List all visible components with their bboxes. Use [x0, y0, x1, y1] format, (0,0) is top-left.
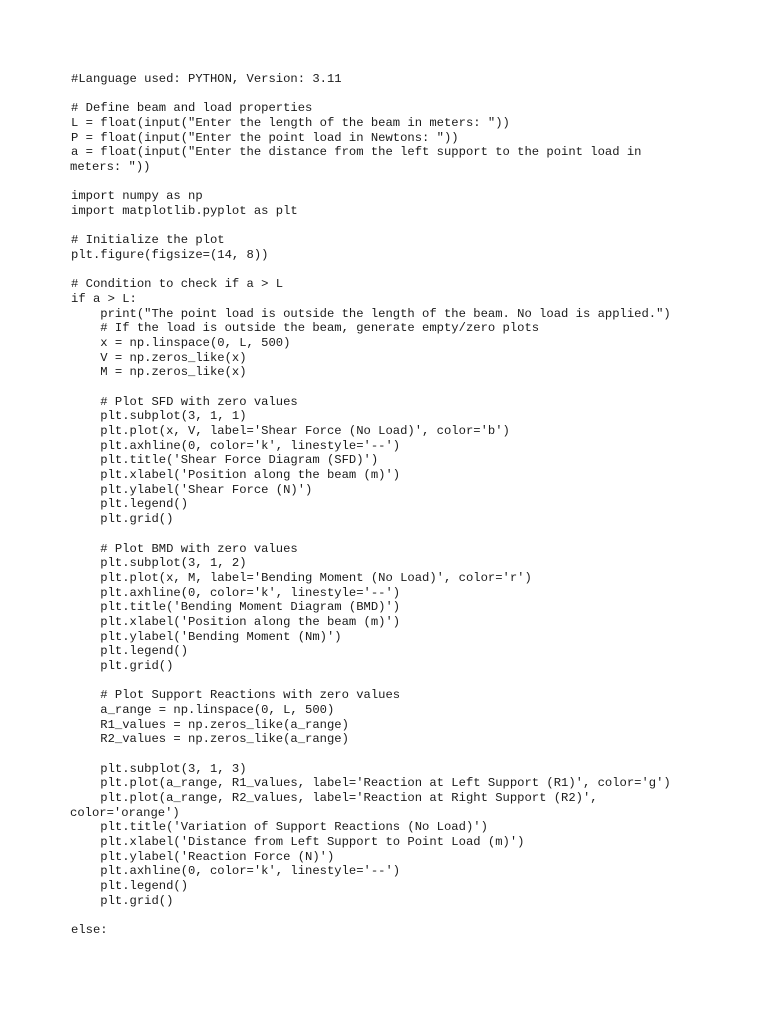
code-line: x = np.linspace(0, L, 500) — [71, 336, 291, 351]
code-line: plt.xlabel('Distance from Left Support to Point Load (m)') — [71, 834, 525, 849]
code-line: R2_values = np.zeros_like(a_range) — [71, 732, 349, 747]
code-line: L = float(input("Enter the length of the beam in meters: ")) — [71, 116, 510, 131]
code-line: # Plot Support Reactions with zero values — [71, 688, 401, 703]
code-line: plt.subplot(3, 1, 2) — [71, 556, 247, 571]
code-line: else: — [71, 922, 108, 937]
code-line: #Language used: PYTHON, Version: 3.11 — [71, 72, 342, 86]
blank-line — [71, 87, 701, 102]
blank-line — [71, 175, 701, 190]
blank-line — [71, 674, 701, 689]
blank-line — [71, 908, 701, 923]
blank-line — [71, 747, 701, 762]
code-line: # Define beam and load properties — [71, 101, 313, 116]
blank-line — [71, 527, 701, 542]
code-line: V = np.zeros_like(x) — [71, 350, 247, 365]
code-line: plt.axhline(0, color='k', linestyle='--') — [71, 864, 401, 879]
code-line: plt.title('Variation of Support Reactions (No Load)') — [71, 820, 488, 835]
code-line: plt.axhline(0, color='k', linestyle='--') — [71, 438, 401, 453]
code-line: plt.subplot(3, 1, 3) — [71, 761, 247, 776]
code-line: # Plot BMD with zero values — [71, 541, 298, 556]
blank-line — [71, 219, 701, 234]
code-line: P = float(input("Enter the point load in Newtons: ")) — [71, 130, 459, 145]
code-line: plt.xlabel('Position along the beam (m)') — [71, 614, 401, 629]
code-line: import numpy as np — [71, 189, 203, 204]
code-line: plt.legend() — [71, 497, 189, 512]
code-line: plt.ylabel('Bending Moment (Nm)') — [71, 629, 342, 644]
code-line: plt.title('Bending Moment Diagram (BMD)') — [71, 600, 401, 615]
code-line: plt.grid() — [71, 658, 174, 673]
code-line: plt.plot(x, M, label='Bending Moment (No Load)', color='r') — [71, 570, 532, 585]
code-line: a_range = np.linspace(0, L, 500) — [71, 702, 335, 717]
code-line: plt.title('Shear Force Diagram (SFD)') — [71, 453, 379, 468]
code-line: color='orange') — [70, 805, 180, 820]
code-line: plt.grid() — [71, 893, 174, 908]
code-line: plt.plot(a_range, R1_values, label='Reaction at Left Support (R1)', color='g') — [71, 776, 671, 791]
code-line: if a > L: — [71, 292, 137, 307]
code-line: plt.legend() — [71, 878, 189, 893]
code-line: R1_values = np.zeros_like(a_range) — [71, 717, 349, 732]
code-line: plt.plot(x, V, label='Shear Force (No Load)', color='b') — [71, 424, 510, 439]
code-line: M = np.zeros_like(x) — [71, 365, 247, 380]
code-listing — [71, 72, 701, 938]
code-line: plt.plot(a_range, R2_values, label='Reaction at Right Support (R2)', — [71, 790, 598, 805]
code-line: plt.grid() — [71, 512, 174, 527]
code-line: a = float(input("Enter the distance from the left support to the point load in — [71, 145, 642, 160]
code-line: plt.subplot(3, 1, 1) — [71, 409, 247, 424]
code-line: plt.xlabel('Position along the beam (m)') — [71, 468, 401, 483]
code-line: plt.ylabel('Reaction Force (N)') — [71, 849, 335, 864]
code-line: # Initialize the plot — [71, 233, 225, 248]
code-line: # Plot SFD with zero values — [71, 394, 298, 409]
code-line: plt.axhline(0, color='k', linestyle='--') — [71, 585, 401, 600]
blank-line — [71, 380, 701, 395]
code-line: import matplotlib.pyplot as plt — [71, 204, 298, 219]
code-line: # If the load is outside the beam, generate empty/zero plots — [71, 321, 540, 336]
code-line: # Condition to check if a > L — [71, 277, 284, 292]
code-line: plt.ylabel('Shear Force (N)') — [71, 482, 313, 497]
code-line: print("The point load is outside the length of the beam. No load is applied.") — [71, 306, 671, 321]
code-line: meters: ")) — [70, 160, 151, 175]
code-line: plt.legend() — [71, 644, 189, 659]
blank-line — [71, 263, 701, 278]
code-line: plt.figure(figsize=(14, 8)) — [71, 248, 269, 263]
